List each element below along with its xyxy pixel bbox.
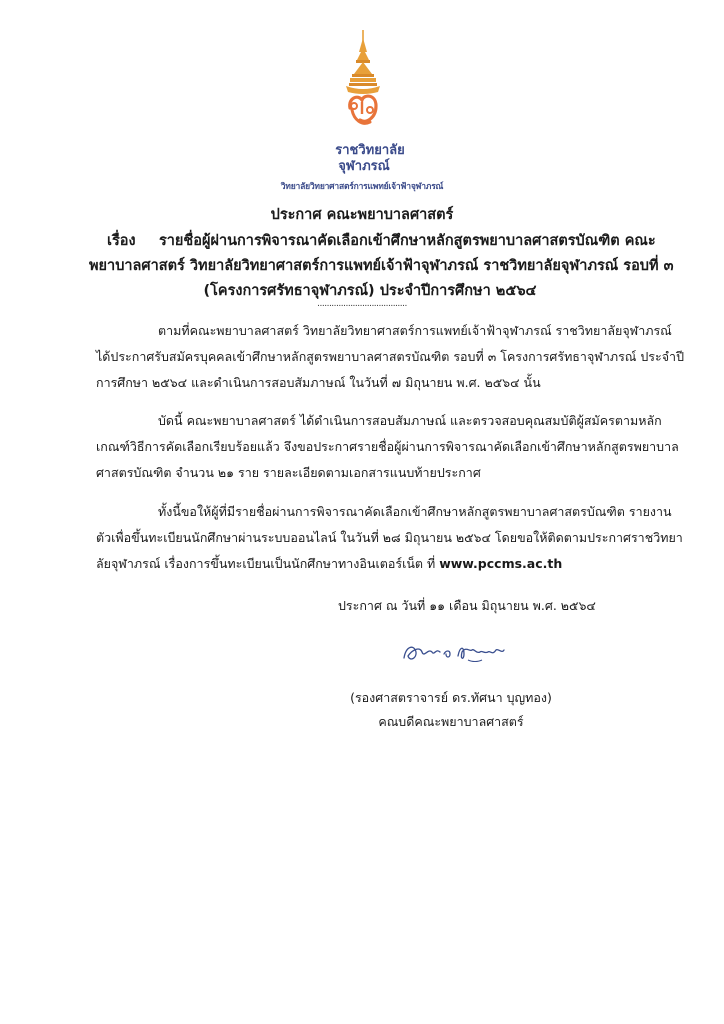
signature-icon [400, 632, 520, 672]
subject-line-3: (โครงการศรัทธาจุฬาภรณ์) ประจำปีการศึกษา ๒๕๖๔ [203, 283, 537, 299]
paragraph-1-line-3: การศึกษา ๒๕๖๔ และดำเนินการสอบสัมภาษณ์ ในวันที่ ๗ มิถุนายน พ.ศ. ๒๕๖๔ นั้น [96, 375, 541, 390]
signer-block [336, 686, 566, 734]
website-link[interactable]: www.pccms.ac.th [439, 556, 563, 571]
institution-name-line1: ราชวิทยาลัย [335, 143, 405, 158]
paragraph-1-line-2: ได้ประกาศรับสมัครบุคคลเข้าศึกษาหลักสูตรพยาบาลศาสตรบัณฑิต รอบที่ ๓ โครงการศรัทธาจุฬาภรณ์ ประจำปี [96, 349, 685, 364]
subject-label: เรื่อง [107, 233, 136, 249]
announcement-heading: ประกาศ คณะพยาบาลศาสตร์ [270, 207, 454, 223]
paragraph-2-line-1: บัดนี้ คณะพยาบาลศาสตร์ ได้ดำเนินการสอบสัมภาษณ์ และตรวจสอบคุณสมบัติผู้สมัครตามหลัก [158, 413, 662, 428]
paragraph-3-line-3-text: ลัยจุฬาภรณ์ เรื่องการขึ้นทะเบียนเป็นนักศึกษาทางอินเตอร์เน็ต ที่ [96, 556, 440, 571]
paragraph-2-line-3: ศาสตรบัณฑิต จำนวน ๒๑ ราย รายละเอียดตามเอกสารแนบท้ายประกาศ [96, 465, 481, 480]
paragraph-2-line-2: เกณฑ์วิธีการคัดเลือกเรียบร้อยแล้ว จึงขอประกาศรายชื่อผู้ผ่านการพิจารณาคัดเลือกเข้าศึกษาหลักสูตรพยาบาล [96, 439, 679, 454]
paragraph-3-line-1: ทั้งนี้ขอให้ผู้ที่มีรายชื่อผ่านการพิจารณาคัดเลือกเข้าศึกษาหลักสูตรพยาบาลศาสตรบัณฑิต รายงาน [158, 504, 672, 519]
signer-name: (รองศาสตราจารย์ ดร.ทัศนา บุญทอง) [350, 690, 552, 705]
subject-line-1: รายชื่อผู้ผ่านการพิจารณาคัดเลือกเข้าศึกษาหลักสูตรพยาบาลศาสตรบัณฑิต คณะ [159, 233, 656, 249]
subject-line-2: พยาบาลศาสตร์ วิทยาลัยวิทยาศาสตร์การแพทย์เจ้าฟ้าจุฬาภรณ์ ราชวิทยาลัยจุฬาภรณ์ รอบที่ ๓ [89, 258, 674, 274]
institution-logo [0, 30, 724, 195]
crown-emblem-icon [340, 30, 386, 140]
separator-dots: ...................................... [317, 299, 407, 309]
paragraph-3-line-2: ตัวเพื่อขึ้นทะเบียนนักศึกษาผ่านระบบออนไลน์ ในวันที่ ๒๘ มิถุนายน ๒๕๖๔ โดยขอให้ติดตามประกาศราชวิทยา [96, 530, 683, 545]
paragraph-1-line-1: ตามที่คณะพยาบาลศาสตร์ วิทยาลัยวิทยาศาสตร์การแพทย์เจ้าฟ้าจุฬาภรณ์ ราชวิทยาลัยจุฬาภรณ์ [158, 323, 672, 338]
paragraph-3-line-3 [96, 551, 562, 577]
announcement-date: ประกาศ ณ วันที่ ๑๑ เดือน มิถุนายน พ.ศ. ๒๕๖๔ [338, 598, 596, 613]
signer-title: คณบดีคณะพยาบาลศาสตร์ [378, 714, 524, 729]
institution-subname: วิทยาลัยวิทยาศาสตร์การแพทย์เจ้าฟ้าจุฬาภรณ์ [280, 182, 444, 192]
institution-name-line2: จุฬาภรณ์ [338, 159, 390, 174]
